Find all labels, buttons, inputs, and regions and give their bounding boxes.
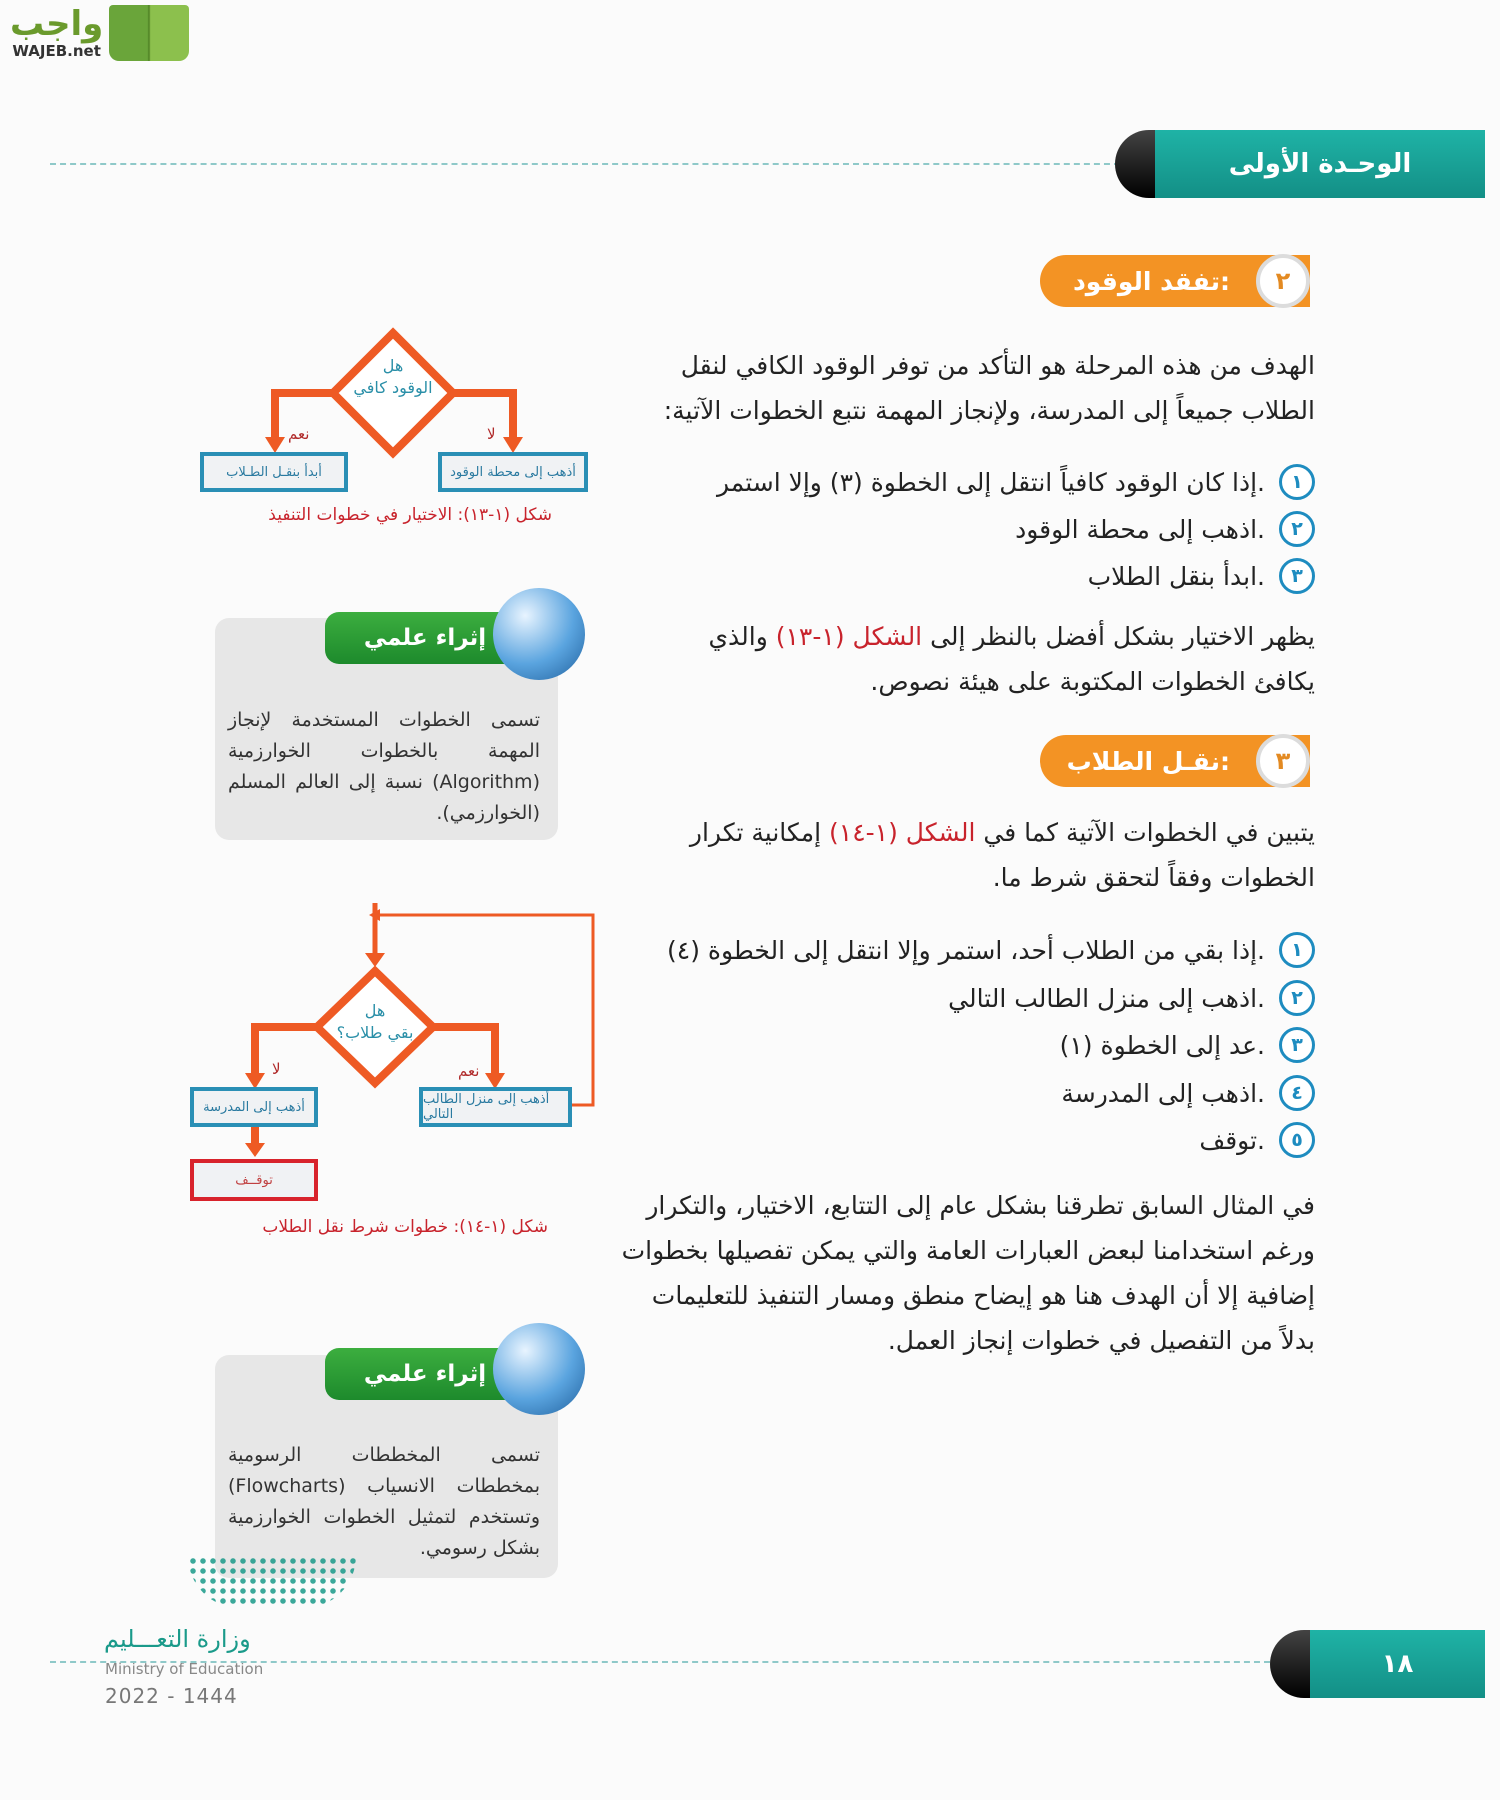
start-transport-box: أبدأ بنقـل الطـلاب bbox=[200, 452, 348, 492]
page-number: ١٨ bbox=[1310, 1630, 1485, 1698]
figure-14-reference[interactable]: الشكل (١-١٤) bbox=[829, 818, 976, 847]
section-3-summary bbox=[555, 1183, 1315, 1363]
outro-line: يكافئ الخطوات المكتوبة على هيئة نصوص. bbox=[870, 667, 1315, 696]
intro-text: يتبين في الخطوات الآتية كما في bbox=[975, 818, 1315, 847]
list-item bbox=[717, 464, 1315, 500]
stop-box: توقــف bbox=[190, 1159, 318, 1201]
list-item bbox=[1015, 511, 1315, 547]
step-text: توقف. bbox=[1199, 1125, 1265, 1155]
q1: هل bbox=[364, 1001, 386, 1020]
globe-laptop-icon bbox=[493, 588, 585, 680]
list-item bbox=[1088, 558, 1315, 594]
list-item bbox=[948, 980, 1315, 1016]
section-2-number: ٢ bbox=[1256, 254, 1310, 308]
intro-line: الخطوات وفقاً لتحقق شرط ما. bbox=[992, 863, 1315, 892]
q1: هل bbox=[382, 356, 404, 375]
step-number: ٢ bbox=[1279, 980, 1315, 1016]
list-item bbox=[1199, 1122, 1315, 1158]
decision-text bbox=[325, 1000, 425, 1044]
step-text: ابدأ بنقل الطلاب. bbox=[1087, 561, 1265, 591]
step-text: اذهب إلى المدرسة. bbox=[1061, 1078, 1265, 1108]
footer-divider bbox=[50, 1661, 1270, 1663]
section-3-title-text: نقـل الطلاب: bbox=[1066, 746, 1230, 776]
header-divider bbox=[50, 163, 1120, 165]
step-number: ٥ bbox=[1279, 1122, 1315, 1158]
no-connector bbox=[255, 1027, 317, 1075]
summary-line: إضافية إلا أن الهدف هنا هو إيضاح منطق ومسار التنفيذ للتعليمات bbox=[651, 1281, 1315, 1310]
yes-label: نعم bbox=[288, 425, 310, 443]
figure-13-reference[interactable]: الشكل (١-١٣) bbox=[775, 622, 923, 651]
ministry-name-ar: وزارة التعـــليم bbox=[104, 1625, 251, 1653]
step-number: ١ bbox=[1279, 464, 1315, 500]
arrow-head bbox=[365, 953, 385, 967]
list-item bbox=[1060, 1027, 1315, 1063]
enrichment-2-title: إثراء علمي bbox=[325, 1348, 525, 1400]
globe-laptop-icon bbox=[493, 1323, 585, 1415]
arrow-head bbox=[503, 437, 523, 453]
step-text: اذهب إلى منزل الطالب التالي. bbox=[948, 983, 1265, 1013]
intro-line bbox=[555, 810, 1315, 855]
q2: الوقود كافي bbox=[353, 378, 433, 397]
decision-text bbox=[343, 355, 443, 399]
unit-title: الوحـدة الأولى bbox=[1155, 130, 1485, 198]
no-connector bbox=[453, 393, 513, 440]
summary-line: ورغم استخدامنا لبعض العبارات العامة والتي يمكن تفصيلها بخطوات bbox=[621, 1236, 1315, 1265]
list-item bbox=[667, 932, 1315, 968]
outro-line bbox=[595, 614, 1315, 659]
summary-line: بدلاً من التفصيل في خطوات إنجاز العمل. bbox=[887, 1326, 1315, 1355]
wajeb-logo bbox=[10, 5, 189, 61]
logo-latin: WAJEB.net bbox=[12, 42, 101, 60]
section-2-intro bbox=[555, 343, 1315, 433]
step-number: ٣ bbox=[1279, 1027, 1315, 1063]
ministry-dots-logo bbox=[188, 1556, 356, 1608]
section-3-intro bbox=[555, 810, 1315, 900]
no-label: لا bbox=[487, 425, 496, 443]
step-number: ٤ bbox=[1279, 1075, 1315, 1111]
intro-line: الهدف من هذه المرحلة هو التأكد من توفر الوقود الكافي لنقل bbox=[680, 351, 1315, 380]
next-student-box: أذهب إلى منزل الطالب التالي bbox=[419, 1087, 572, 1127]
figure-13-caption: شكل (١-١٣): الاختيار في خطوات التنفيذ bbox=[268, 505, 552, 525]
intro-text: إمكانية تكرار bbox=[689, 818, 830, 847]
list-item bbox=[1061, 1075, 1315, 1111]
book-icon bbox=[109, 5, 189, 61]
go-to-station-box: أذهب إلى محطة الوقود bbox=[438, 452, 588, 492]
step-number: ١ bbox=[1279, 932, 1315, 968]
enrichment-1-title: إثراء علمي bbox=[325, 612, 525, 664]
enrichment-1-text: تسمى الخطوات المستخدمة لإنجاز المهمة بالخطوات الخوارزمية (Algorithm) نسبة إلى العالم المسلم (الخوارزمي). bbox=[228, 709, 540, 824]
section-2-outro bbox=[595, 614, 1315, 704]
step-number: ٣ bbox=[1279, 558, 1315, 594]
step-text: عد إلى الخطوة (١). bbox=[1059, 1030, 1265, 1060]
q2: بقي طلاب؟ bbox=[336, 1023, 414, 1042]
logo-arabic: واجب bbox=[10, 4, 104, 44]
step-text: اذهب إلى محطة الوقود. bbox=[1015, 514, 1265, 544]
go-to-school-box: أذهب إلى المدرسة bbox=[190, 1087, 318, 1127]
outro-text: يظهر الاختيار بشكل أفضل بالنظر إلى bbox=[922, 622, 1315, 651]
ministry-name-en: Ministry of Education bbox=[105, 1660, 264, 1678]
arrow-head bbox=[265, 437, 285, 453]
step-text: إذا بقي من الطلاب أحد، استمر وإلا انتقل إلى الخطوة (٤). bbox=[667, 935, 1265, 965]
yes-label: نعم bbox=[458, 1062, 480, 1080]
figure-14-caption: شكل (١-١٤): خطوات شرط نقل الطلاب bbox=[262, 1217, 548, 1237]
summary-line: في المثال السابق تطرقنا بشكل عام إلى التتابع، الاختيار، والتكرار bbox=[646, 1191, 1315, 1220]
intro-line: الطلاب جميعاً إلى المدرسة، ولإنجاز المهمة نتبع الخطوات الآتية: bbox=[663, 396, 1315, 425]
section-3-number: ٣ bbox=[1256, 734, 1310, 788]
step-text: إذا كان الوقود كافياً انتقل إلى الخطوة (٣) وإلا استمر. bbox=[716, 467, 1265, 497]
section-2-title-text: تفقد الوقود: bbox=[1072, 266, 1230, 296]
no-label: لا bbox=[272, 1060, 281, 1078]
enrichment-2-text: تسمى المخططات الرسومية بمخططات الانسياب (Flowcharts) وتستخدم لتمثيل الخطوات الخوارزمية بشكل رسومي. bbox=[228, 1444, 540, 1559]
outro-text: والذي bbox=[708, 622, 776, 651]
year: 2022 - 1444 bbox=[105, 1684, 238, 1708]
step-number: ٢ bbox=[1279, 511, 1315, 547]
arrow-head bbox=[245, 1143, 265, 1157]
